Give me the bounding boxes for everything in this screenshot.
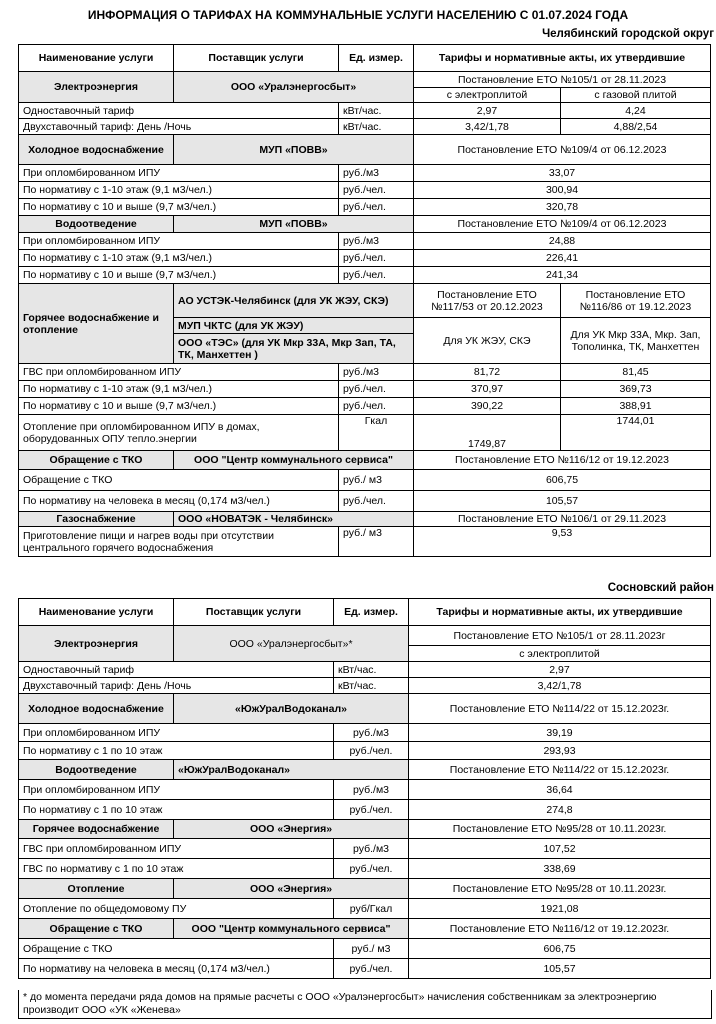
supplier-drainage: МУП «ПОВВ» xyxy=(174,216,414,233)
service-cold-water: Холодное водоснабжение xyxy=(19,694,174,724)
supplier-chkts: МУП ЧКТС (для УК ЖЭУ) xyxy=(174,318,414,334)
service-drainage: Водоотведение xyxy=(19,760,174,780)
table-row: По нормативу с 1 по 10 этаж руб./чел. 293,93 xyxy=(19,742,711,760)
header-unit: Ед. измер. xyxy=(339,45,414,72)
act-cold-water: Постановление ЕТО №114/22 от 15.12.2023г. xyxy=(409,694,711,724)
table-row: Отопление по общедомовому ПУ руб/Гкал 1921,08 xyxy=(19,899,711,919)
table-row: Двухставочный тариф: День /Ночь кВт/час. 3,42/1,78 4,88/2,54 xyxy=(19,119,711,135)
supplier-tes: ООО «ТЭС» (для УК Мкр 33А, Мкр Зап, ТА, ТК, Манхеттен ) xyxy=(174,334,414,364)
act-tko: Постановление ЕТО №116/12 от 19.12.2023 xyxy=(414,451,711,470)
table-row: По нормативу с 1 по 10 этаж руб./чел. 274,8 xyxy=(19,800,711,820)
table-row: Отопление при опломбированном ИПУ в домах, оборудованных ОПУ тепло.энергии Гкал 1749,87 1744,01 xyxy=(19,415,711,451)
header-tariffs: Тарифы и нормативные акты, их утвердившие xyxy=(414,45,711,72)
act-drainage: Постановление ЕТО №114/22 от 15.12.2023г. xyxy=(409,760,711,780)
col-hot-mkr: Для УК Мкр 33А, Мкр. Зап, Тополинка, ТК, Манхеттен xyxy=(561,318,711,364)
act-heating: Постановление ЕТО №95/28 от 10.11.2023г. xyxy=(409,879,711,899)
table-row: ГВС при опломбированном ИПУ руб./м3 81,72 81,45 xyxy=(19,364,711,381)
tariff-table-chelyabinsk xyxy=(18,44,711,557)
header-supplier: Поставщик услуги xyxy=(174,45,339,72)
col-electric-stove: с электроплитой xyxy=(409,646,711,662)
act-electricity: Постановление ЕТО №105/1 от 28.11.2023 xyxy=(414,72,711,88)
header-unit: Ед. измер. xyxy=(334,599,409,626)
header-supplier: Поставщик услуги xyxy=(174,599,334,626)
supplier-electricity: ООО «Уралэнергосбыт» xyxy=(174,72,414,103)
table-row: По нормативу с 10 и выше (9,7 м3/чел.) руб./чел. 241,34 xyxy=(19,267,711,284)
table-row: Обращение с ТКО руб./ м3 606,75 xyxy=(19,470,711,491)
header-service: Наименование услуги xyxy=(19,45,174,72)
service-hot-water-heating: Горячее водоснабжение и отопление xyxy=(19,284,174,364)
act-hot-water: Постановление ЕТО №95/28 от 10.11.2023г. xyxy=(409,820,711,839)
service-heating: Отопление xyxy=(19,879,174,899)
table-row: Одноставочный тариф кВт/час. 2,97 xyxy=(19,662,711,678)
table-row: Одноставочный тариф кВт/час. 2,97 4,24 xyxy=(19,103,711,119)
service-hot-water: Горячее водоснабжение xyxy=(19,820,174,839)
supplier-heating: ООО «Энергия» xyxy=(174,879,409,899)
act-hot-1: Постановление ЕТО №117/53 от 20.12.2023 xyxy=(414,284,561,318)
table-row: По нормативу с 1-10 этаж (9,1 м3/чел.) руб./чел. 300,94 xyxy=(19,182,711,199)
tariff-table-sosnovsky xyxy=(18,598,711,979)
col-hot-zheu: Для УК ЖЭУ, СКЭ xyxy=(414,318,561,364)
table-row: ГВС по нормативу с 1 по 10 этаж руб./чел. 338,69 xyxy=(19,859,711,879)
table-row: По нормативу на человека в месяц (0,174 м3/чел.) руб./чел. 105,57 xyxy=(19,959,711,979)
service-gas: Газоснабжение xyxy=(19,512,174,527)
act-hot-2: Постановление ЕТО №116/86 от 19.12.2023 xyxy=(561,284,711,318)
supplier-cold-water: «ЮжУралВодоканал» xyxy=(174,694,409,724)
table-row: Двухставочный тариф: День /Ночь кВт/час. 3,42/1,78 xyxy=(19,678,711,694)
table-row: Обращение с ТКО руб./ м3 606,75 xyxy=(19,939,711,959)
region-sosnovsky: Сосновский район xyxy=(607,582,714,594)
supplier-ustek: АО УСТЭК-Челябинск (для УК ЖЭУ, СКЭ) xyxy=(174,284,414,318)
page-title: ИНФОРМАЦИЯ О ТАРИФАХ НА КОММУНАЛЬНЫЕ УСЛУГИ НАСЕЛЕНИЮ С 01.07.2024 ГОДА xyxy=(87,8,629,22)
region-chelyabinsk: Челябинский городской округ xyxy=(542,28,714,40)
footnote: * до момента передачи ряда домов на прямые расчеты с ООО «Уралэнергосбыт» начисления собственникам за электроэнергию производит ООО «УК «Женева» xyxy=(18,990,712,1019)
table-row: По нормативу с 1-10 этаж (9,1 м3/чел.) руб./чел. 370,97 369,73 xyxy=(19,381,711,398)
act-gas: Постановление ЕТО №106/1 от 29.11.2023 xyxy=(414,512,711,527)
act-cold-water: Постановление ЕТО №109/4 от 06.12.2023 xyxy=(414,135,711,165)
service-tko: Обращение с ТКО xyxy=(19,919,174,939)
service-cold-water: Холодное водоснабжение xyxy=(19,135,174,165)
col-gas-stove: с газовой плитой xyxy=(561,88,711,103)
header-service: Наименование услуги xyxy=(19,599,174,626)
table-row: При опломбированном ИПУ руб./м3 24,88 xyxy=(19,233,711,250)
service-tko: Обращение с ТКО xyxy=(19,451,174,470)
table-row: При опломбированном ИПУ руб./м3 33,07 xyxy=(19,165,711,182)
table-row: По нормативу с 10 и выше (9,7 м3/чел.) руб./чел. 320,78 xyxy=(19,199,711,216)
supplier-drainage: «ЮжУралВодоканал» xyxy=(174,760,409,780)
act-drainage: Постановление ЕТО №109/4 от 06.12.2023 xyxy=(414,216,711,233)
supplier-gas: ООО «НОВАТЭК - Челябинск» xyxy=(174,512,414,527)
table-row: По нормативу с 1-10 этаж (9,1 м3/чел.) руб./чел. 226,41 xyxy=(19,250,711,267)
col-electric-stove: с электроплитой xyxy=(414,88,561,103)
supplier-cold-water: МУП «ПОВВ» xyxy=(174,135,414,165)
supplier-tko: ООО "Центр коммунального сервиса" xyxy=(174,919,409,939)
table-row: При опломбированном ИПУ руб./м3 36,64 xyxy=(19,780,711,800)
header-tariffs: Тарифы и нормативные акты, их утвердившие xyxy=(409,599,711,626)
table-row: При опломбированном ИПУ руб./м3 39,19 xyxy=(19,724,711,742)
act-electricity: Постановление ЕТО №105/1 от 28.11.2023г xyxy=(409,626,711,646)
act-tko: Постановление ЕТО №116/12 от 19.12.2023г. xyxy=(409,919,711,939)
table-row: Приготовление пищи и нагрев воды при отсутствии центрального горячего водоснабжения руб./ м3 9,53 xyxy=(19,527,711,557)
table-row: По нормативу на человека в месяц (0,174 м3/чел.) руб./чел. 105,57 xyxy=(19,491,711,512)
service-drainage: Водоотведение xyxy=(19,216,174,233)
table-row: По нормативу с 10 и выше (9,7 м3/чел.) руб./чел. 390,22 388,91 xyxy=(19,398,711,415)
supplier-hot-water: ООО «Энергия» xyxy=(174,820,409,839)
supplier-electricity: ООО «Уралэнергосбыт»* xyxy=(174,626,409,662)
supplier-tko: ООО "Центр коммунального сервиса" xyxy=(174,451,414,470)
service-electricity: Электроэнергия xyxy=(19,72,174,103)
table-row: ГВС при опломбированном ИПУ руб./м3 107,52 xyxy=(19,839,711,859)
service-electricity: Электроэнергия xyxy=(19,626,174,662)
